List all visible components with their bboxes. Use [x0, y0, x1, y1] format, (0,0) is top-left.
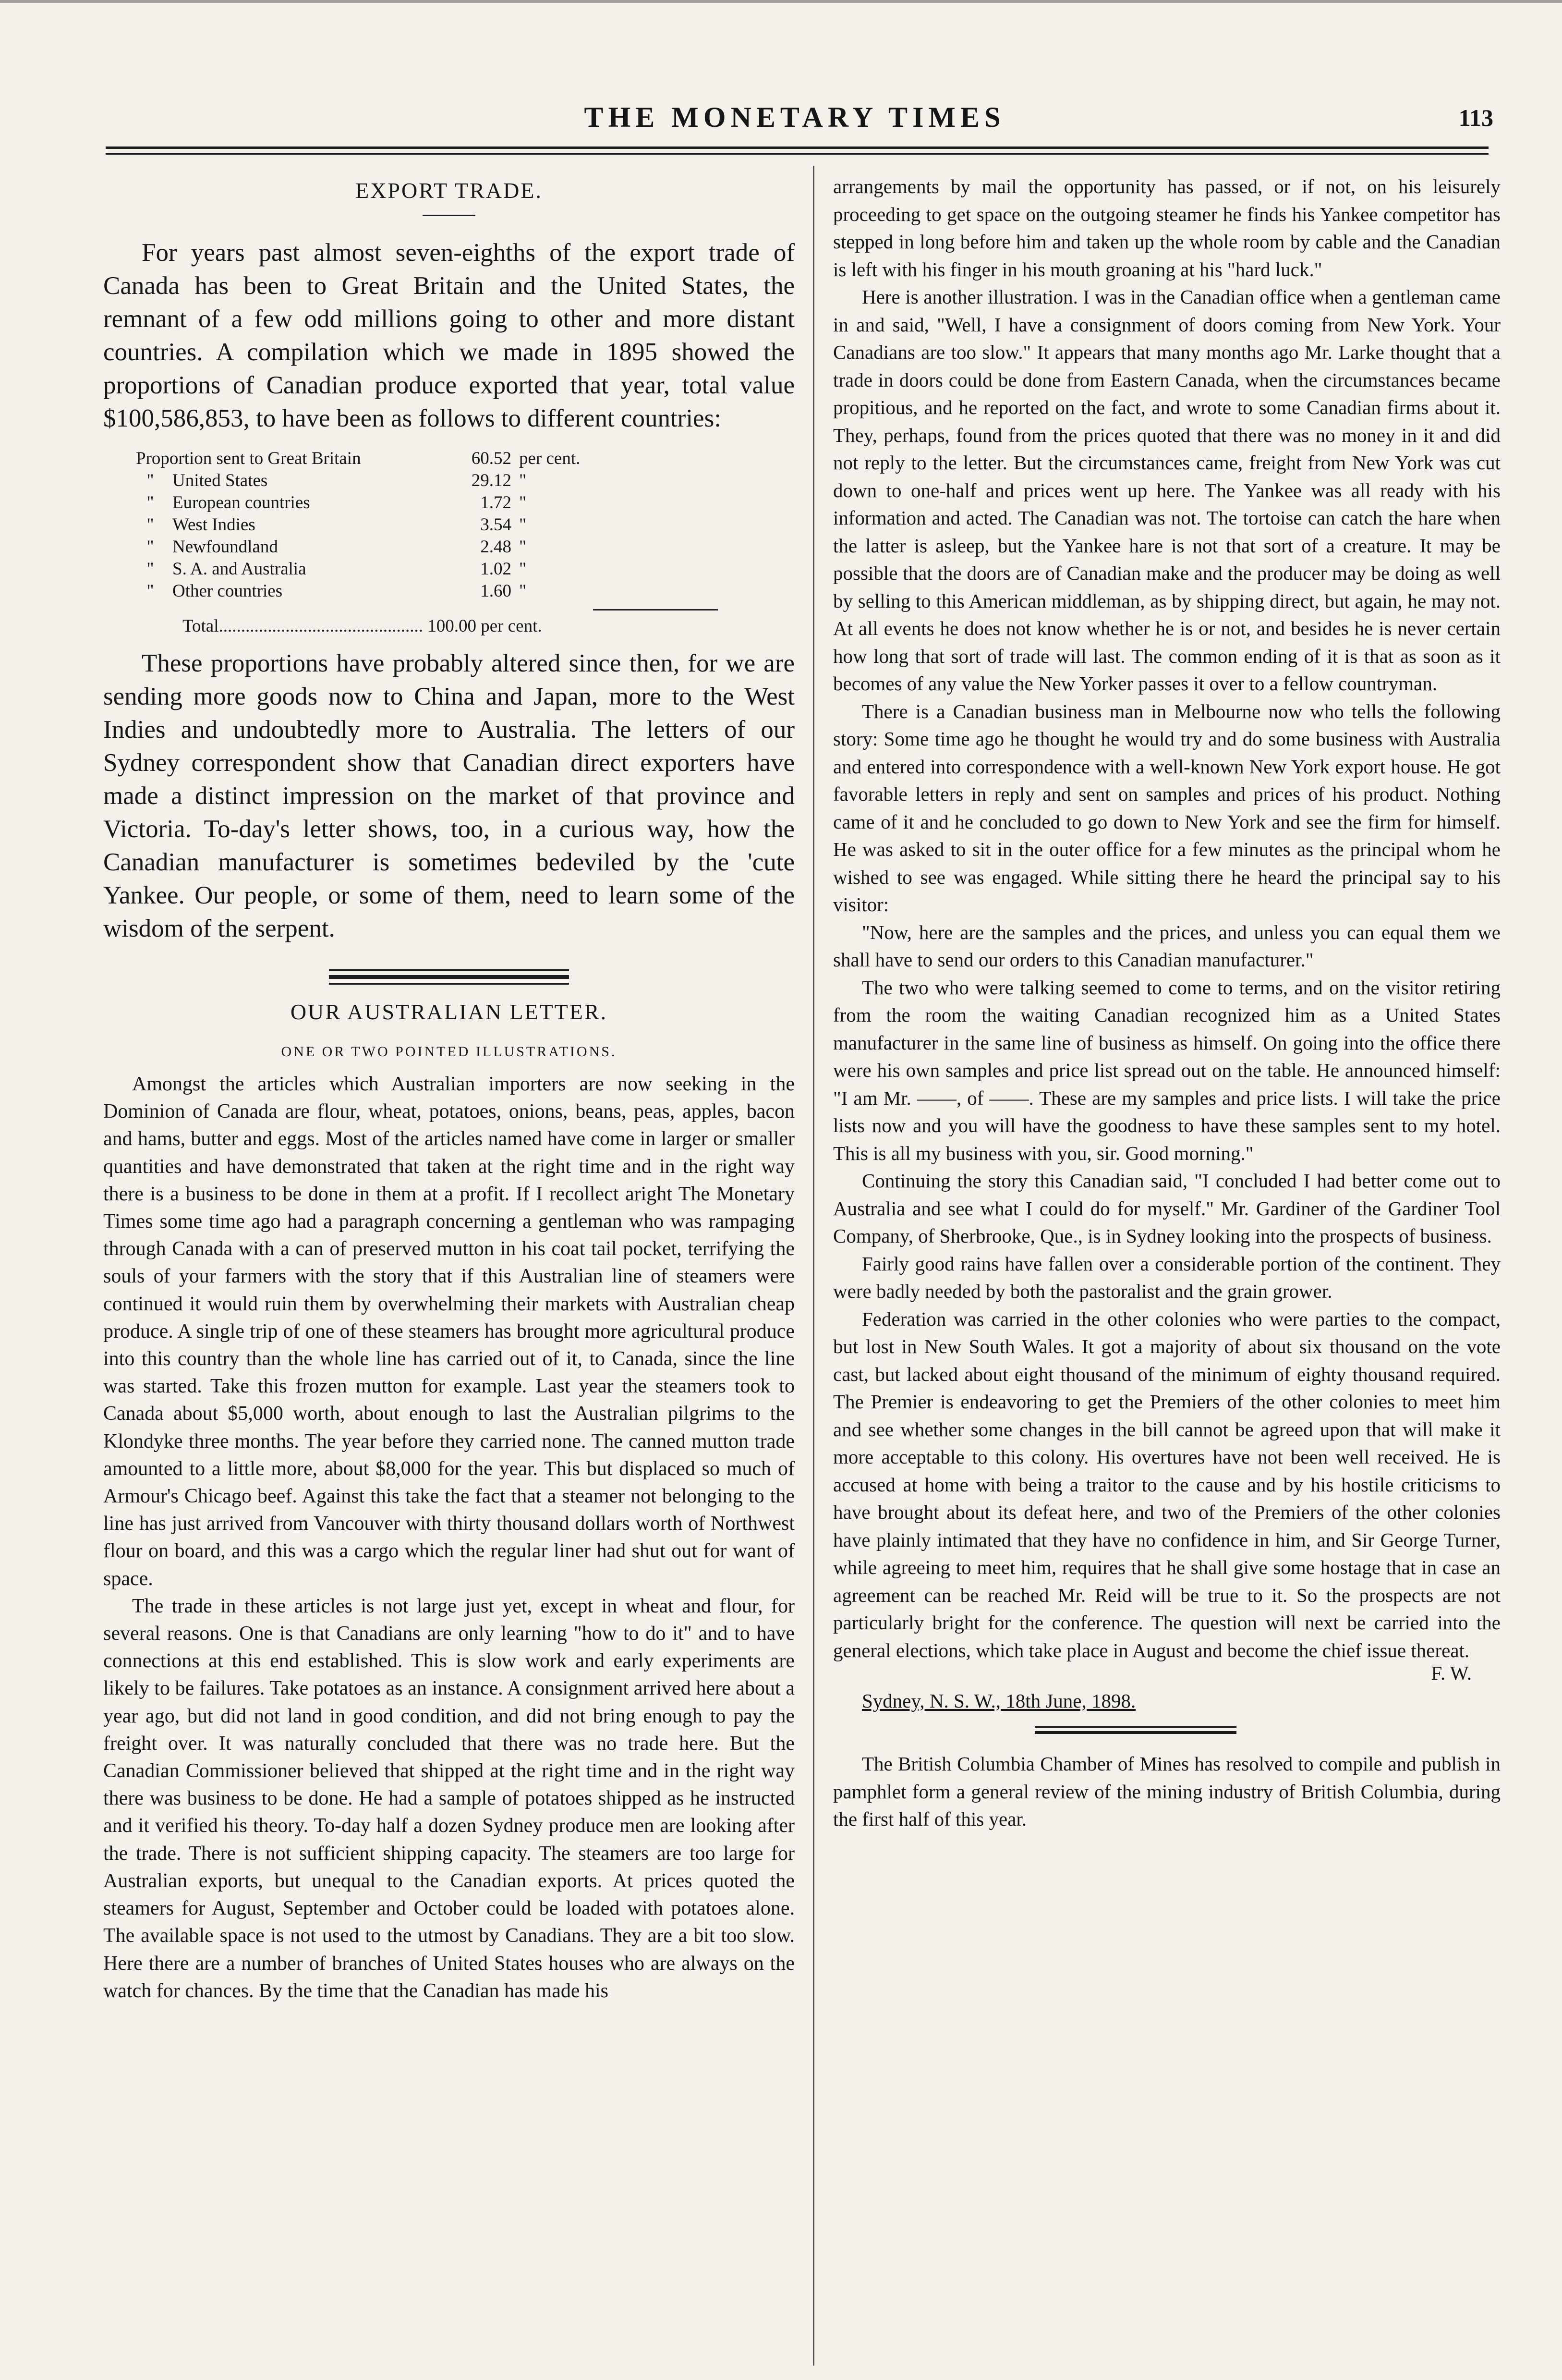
mines-note: The British Columbia Chamber of Mines has resolved to compile and publish in pamphlet form a general review of the mining industry of British Columbia, during the first half of this year.	[833, 1753, 1501, 1830]
total-leader: ..............................................	[218, 616, 423, 636]
heading-dash	[423, 215, 475, 216]
row-label: Newfoundland	[172, 537, 278, 557]
ditto-mark: "	[146, 537, 154, 557]
australian-letter-paragraph: The trade in these articles is not large just yet, except in wheat and flour, for several reasons. One is that Canadians are only learning "how to do it" and to have connections at this end established. This is slow work and early experiments are likely to be failures. Take potatoes as an instance. A consignment arrived here about a year ago, but did not land in good condition, and did not bring enough to pay the freight over. It was naturally concluded that there was no trade here. But the Canadian Commissioner believed that shipped at the right time and in the right way there was business to be done. He had a sample of potatoes shipped as he instructed and it verified his theory. To-day half a dozen Sydney produce men are looking after the trade. There is not sufficient shipping capacity. The steamers are too large for Australian exports, but unequal to the Canadian exports. At prices quoted the steamers for August, September and October could be loaded with potatoes alone. The available space is not used to the utmost by Canadians. They are a bit too slow. Here there are a number of branches of United States houses who are always on the watch for chances. By the time that the Canadian has made his	[103, 1595, 795, 2002]
left-column	[103, 173, 795, 2005]
letter-paragraph: The two who were talking seemed to come to terms, and on the visitor retiring from the room the waiting Canadian recognized him as a United States manufacturer in the same line of business as himself. On going into the office there were his own samples and price list spread out on the table. He announced himself: "I am Mr. ——, of ——. These are my samples and price lists. I will take the price lists now and you will have the goodness to have these samples sent to my hotel. This is all my business with you, sir. Good morning."	[833, 976, 1501, 1164]
ditto-mark: "	[146, 493, 154, 513]
table-row	[132, 558, 629, 580]
export-trade-closing: These proportions have probably altered since then, for we are sending more goods now to China and Japan, more to the West Indies and undoubtedly more to Australia. The letters of our Sydney correspondent show that Canadian direct exporters have made a distinct impression on the market of that province and Victoria. To-day's letter shows, too, in a curious way, how the Canadian manufacturer is sometimes bedeviled by the 'cute Yankee. Our people, or some of them, need to learn some of the wisdom of the serpent.	[103, 649, 795, 942]
letter-paragraph: Here is another illustration. I was in the Canadian office when a gentleman came in and said, "Well, I have a consignment of doors coming from New York. Your Canadians are too slow." It appears that many months ago Mr. Larke thought that a trade in doors could be done from Eastern Canada, when the circumstances became propitious, and he reported on the fact, and wrote to some Canadian firms about it. They, perhaps, found from the prices quoted that there was no money in it and did not reply to the letter. But the circumstances came, freight from New York was cut down to one-half and prices went up here. The Yankee was all ready with his information and acted. The Canadian was not. The tortoise can catch the hare when the latter is asleep, but the Yankee hare is not that sort of a creature. It may be possible that the doors are of Canadian make and the producer may be doing as well by selling to this American middleman, as by shipping direct, but again, he may not. At all events he does not know whether he is or not, and besides he is never certain how long that sort of trade will last. The common ending of it is that as soon as it becomes of any value the New Yorker passes it over to a fellow countryman.	[833, 286, 1501, 695]
table-row	[132, 580, 629, 602]
ditto-mark: "	[146, 515, 154, 535]
letter-paragraph: Continuing the story this Canadian said, "I concluded I had better come out to Australia and see what I could do for myself." Mr. Gardiner of the Gardiner Tool Company, of Sherbrooke, Que., is in Sydney looking into the prospects of business.	[833, 1170, 1501, 1247]
ditto-mark: "	[146, 581, 154, 601]
export-trade-intro: For years past almost seven-eighths of the export trade of Canada has been to Great Britain and the United States, the remnant of a few odd millions going to other and more distant countries. A compilation which we made in 1895 showed the proportions of Canadian produce exported that year, total value $100,586,853, to have been as follows to different countries:	[103, 239, 795, 432]
row-label: Proportion sent to Great Britain	[136, 449, 361, 468]
row-unit: "	[519, 559, 527, 579]
letter-paragraph: There is a Canadian business man in Melbourne now who tells the following story: Some time ago he thought he would try and do some business with Australia and entered into correspondence with a well-known New York export house. He got favorable letters in reply and sent on samples and prices of his product. Nothing came of it and he concluded to go down to New York and see the firm for himself. He was asked to sit in the outer office for a few minutes as the principal whom he wished to see was engaged. While sitting there he heard the principal say to his visitor:	[833, 700, 1501, 915]
table-row	[132, 492, 629, 514]
section-separator	[329, 969, 569, 985]
row-unit: "	[519, 581, 527, 601]
australian-letter-paragraph: Amongst the articles which Australian importers are now seeking in the Dominion of Canada are flour, wheat, potatoes, onions, beans, peas, apples, bacon and hams, butter and eggs. Most of the articles named have come in larger or smaller quantities and have demonstrated that taken at the right time and in the right way there is a business to be done in them at a profit. If I recollect aright The Monetary Times some time ago had a paragraph concerning a gentleman who was rampaging through Canada with a can of preserved mutton in his coat tail pocket, terrifying the souls of your farmers with the story that if this Australian line of steamers were continued it would ruin them by overwhelming their markets with Australian cheap produce. A single trip of one of these steamers has brought more agricultural produce into this country than the whole line has carried out of it, to Canada, since the line was started. Take this frozen mutton for example. Last year the steamers took to Canada about $5,000 worth, about enough to last the Australian pilgrims to the Klondyke three months. The year before they carried none. The canned mutton trade amounted to a little more, about $8,000 for the year. This but displaced so much of Armour's Chicago beef. Against this take the fact that a steamer not belonging to the line has just arrived from Vancouver with thirty thousand dollars worth of Northwest flour on board, and this was a cargo which the regular liner had shut out for want of space.	[103, 1073, 795, 1590]
row-value: 29.12	[471, 471, 511, 490]
right-column	[833, 173, 1501, 1833]
ditto-mark: "	[146, 471, 154, 490]
column-divider	[813, 166, 814, 2366]
row-value: 1.60	[480, 581, 511, 601]
dateline	[862, 1687, 1501, 1715]
proportions-table	[132, 448, 629, 602]
row-label: European countries	[172, 493, 310, 513]
row-value: 2.48	[480, 537, 511, 557]
dateline-text: Sydney, N. S. W., 18th June, 1898.	[862, 1690, 1136, 1712]
total-rule	[593, 609, 718, 610]
row-value: 60.52	[471, 449, 511, 468]
total-label: Total	[182, 616, 219, 636]
row-value: 3.54	[480, 515, 511, 535]
australian-letter-heading: OUR AUSTRALIAN LETTER.	[290, 1000, 608, 1024]
letter-paragraph: "Now, here are the samples and the prices, and unless you can equal them we shall have to send our orders to this Canadian manufacturer."	[833, 921, 1501, 971]
masthead-rule-thin	[106, 153, 1489, 155]
table-row	[132, 514, 629, 536]
masthead	[86, 101, 1503, 134]
row-unit: "	[519, 493, 527, 513]
masthead-title: THE MONETARY TIMES	[584, 101, 1005, 133]
row-label: United States	[172, 471, 268, 490]
masthead-rule	[106, 146, 1489, 149]
letter-paragraph: Fairly good rains have fallen over a considerable portion of the continent. They were badly needed by both the pastoralist and the grain grower.	[833, 1252, 1501, 1302]
export-trade-heading: EXPORT TRADE.	[355, 178, 543, 203]
letter-paragraph: Federation was carried in the other colonies who were parties to the compact, but lost in New South Wales. It got a majority of about six thousand on the vote cast, but lacked about eight thousand of the minimum of eighty thousand required. The Premier is endeavoring to get the Premiers of the other colonies to meet him and see whether some changes in the bill cannot be agreed upon that will make it more acceptable to this colony. His overtures have not been well received. He is accused at home with being a traitor to the cause and by his hostile criticisms to have brought about its defeat here, and two of the Premiers of the other colonies have plainly intimated that they have no confidence in him, and Sir George Turner, while agreeing to meet him, requires that he shall give some hostage that in case an agreement can be reached Mr. Reid will be true to it. So the prospects are not particularly bright for the conference. The question will next be carried into the general elections, which take place in August and become the chief issue thereat.	[833, 1307, 1501, 1661]
table-row	[132, 448, 629, 470]
row-unit: "	[519, 515, 527, 535]
row-unit: per cent.	[519, 449, 581, 468]
row-label: S. A. and Australia	[172, 559, 306, 579]
row-value: 1.02	[480, 559, 511, 579]
row-label: Other countries	[172, 581, 283, 601]
signature: F. W.	[1431, 1662, 1472, 1684]
row-unit: "	[519, 537, 527, 557]
scan-edge	[0, 0, 1562, 3]
note-separator	[1035, 1726, 1236, 1734]
total-row	[182, 615, 795, 637]
row-value: 1.72	[480, 493, 511, 513]
table-row	[132, 536, 629, 558]
row-unit: "	[519, 471, 527, 490]
total-value: 100.00 per cent.	[427, 616, 542, 636]
australian-letter-subheading: ONE OR TWO POINTED ILLUSTRATIONS.	[281, 1044, 617, 1060]
letter-paragraph: arrangements by mail the opportunity has passed, or if not, on his leisurely proceeding to get space on the outgoing steamer he finds his Yankee competitor has stepped in long before him and taken up the whole room by cable and the Canadian is left with his finger in his mouth groaning at his "hard luck."	[833, 175, 1501, 281]
page-number: 113	[1458, 104, 1493, 131]
row-label: West Indies	[172, 515, 255, 535]
ditto-mark: "	[146, 559, 154, 579]
table-row	[132, 470, 629, 492]
